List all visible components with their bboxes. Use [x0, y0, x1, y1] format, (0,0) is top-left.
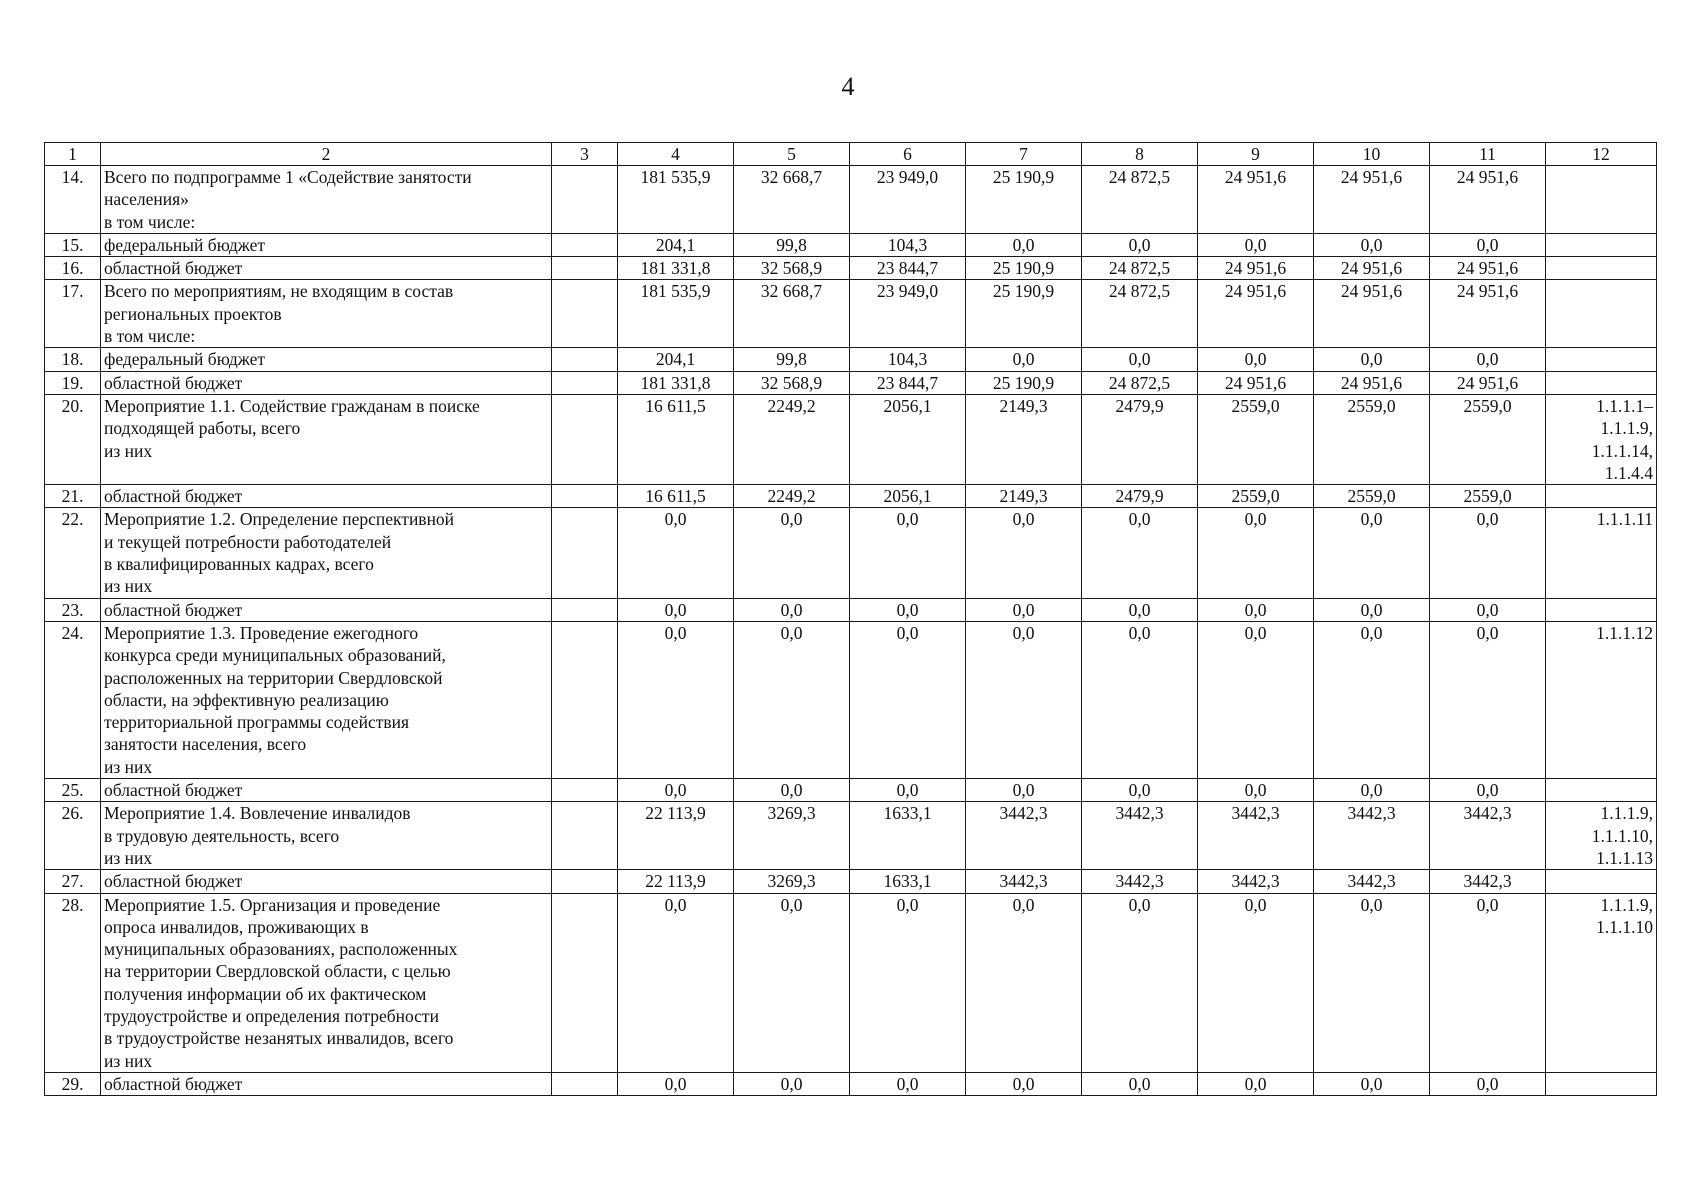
row-name: областной бюджет	[101, 371, 552, 394]
row-value: 2249,2	[734, 394, 850, 484]
row-value: 0,0	[1082, 348, 1198, 371]
row-value: 0,0	[1198, 598, 1314, 621]
row-value: 23 949,0	[850, 280, 966, 348]
row-number: 21.	[45, 485, 101, 508]
row-value: 0,0	[1430, 598, 1546, 621]
row-name: Мероприятие 1.1. Содействие гражданам в поиске подходящей работы, всего из них	[101, 394, 552, 484]
table-row	[45, 280, 1657, 348]
row-value: 24 951,6	[1430, 371, 1546, 394]
row-value: 0,0	[734, 621, 850, 778]
row-value: 3442,3	[966, 802, 1082, 870]
row-number: 17.	[45, 280, 101, 348]
row-value: 24 872,5	[1082, 280, 1198, 348]
row-reference	[1546, 166, 1657, 234]
row-value: 204,1	[618, 348, 734, 371]
row-value: 24 951,6	[1314, 166, 1430, 234]
row-col3	[552, 371, 618, 394]
row-value: 0,0	[1314, 1072, 1430, 1095]
row-value: 0,0	[850, 779, 966, 802]
row-number: 18.	[45, 348, 101, 371]
row-value: 0,0	[966, 893, 1082, 1072]
row-value: 0,0	[1198, 348, 1314, 371]
row-name: Мероприятие 1.3. Проведение ежегодного конкурса среди муниципальных образований, расположенных на территории Свердловской области, на эффективную реализацию территориальной программы содействия занятости населения, всего из них	[101, 621, 552, 778]
row-value: 0,0	[1082, 621, 1198, 778]
row-value: 0,0	[1430, 348, 1546, 371]
row-value: 0,0	[1082, 893, 1198, 1072]
row-value: 32 568,9	[734, 371, 850, 394]
row-number: 27.	[45, 870, 101, 893]
row-value: 2559,0	[1314, 485, 1430, 508]
row-reference	[1546, 280, 1657, 348]
row-value: 24 951,6	[1314, 257, 1430, 280]
row-value: 2149,3	[966, 394, 1082, 484]
row-value: 204,1	[618, 233, 734, 256]
row-reference: 1.1.1.9, 1.1.1.10, 1.1.1.13	[1546, 802, 1657, 870]
row-value: 3442,3	[1430, 802, 1546, 870]
table-row	[45, 485, 1657, 508]
row-value: 25 190,9	[966, 371, 1082, 394]
table-row	[45, 166, 1657, 234]
column-header: 11	[1430, 143, 1546, 166]
row-value: 16 611,5	[618, 485, 734, 508]
row-value: 3442,3	[1430, 870, 1546, 893]
row-value: 23 844,7	[850, 257, 966, 280]
table-row	[45, 233, 1657, 256]
table-row	[45, 779, 1657, 802]
row-value: 0,0	[1314, 348, 1430, 371]
row-value: 0,0	[1198, 233, 1314, 256]
row-col3	[552, 802, 618, 870]
row-number: 25.	[45, 779, 101, 802]
row-value: 0,0	[1082, 508, 1198, 598]
row-value: 0,0	[1314, 779, 1430, 802]
row-value: 25 190,9	[966, 280, 1082, 348]
column-header: 6	[850, 143, 966, 166]
row-value: 0,0	[1314, 233, 1430, 256]
row-value: 32 668,7	[734, 166, 850, 234]
column-header: 7	[966, 143, 1082, 166]
table-row	[45, 348, 1657, 371]
row-name: областной бюджет	[101, 485, 552, 508]
row-value: 23 949,0	[850, 166, 966, 234]
row-reference: 1.1.1.9, 1.1.1.10	[1546, 893, 1657, 1072]
row-value: 24 951,6	[1314, 371, 1430, 394]
row-value: 104,3	[850, 348, 966, 371]
row-value: 0,0	[618, 621, 734, 778]
table-row	[45, 508, 1657, 598]
row-col3	[552, 1072, 618, 1095]
row-value: 0,0	[1314, 893, 1430, 1072]
row-value: 0,0	[1314, 508, 1430, 598]
row-value: 99,8	[734, 233, 850, 256]
row-value: 99,8	[734, 348, 850, 371]
row-number: 23.	[45, 598, 101, 621]
row-value: 2149,3	[966, 485, 1082, 508]
row-value: 0,0	[1082, 779, 1198, 802]
column-header: 9	[1198, 143, 1314, 166]
page-number: 4	[841, 72, 855, 101]
row-value: 0,0	[1198, 779, 1314, 802]
row-value: 24 872,5	[1082, 166, 1198, 234]
row-col3	[552, 893, 618, 1072]
row-reference: 1.1.1.12	[1546, 621, 1657, 778]
row-value: 0,0	[1082, 598, 1198, 621]
row-value: 3442,3	[966, 870, 1082, 893]
row-value: 0,0	[618, 598, 734, 621]
row-name: областной бюджет	[101, 598, 552, 621]
row-col3	[552, 166, 618, 234]
row-value: 0,0	[1430, 233, 1546, 256]
row-value: 1633,1	[850, 870, 966, 893]
row-value: 16 611,5	[618, 394, 734, 484]
row-number: 14.	[45, 166, 101, 234]
row-value: 3442,3	[1198, 870, 1314, 893]
row-number: 16.	[45, 257, 101, 280]
row-value: 32 568,9	[734, 257, 850, 280]
row-value: 181 331,8	[618, 257, 734, 280]
row-name: Всего по мероприятиям, не входящим в состав региональных проектов в том числе:	[101, 280, 552, 348]
row-value: 3442,3	[1082, 870, 1198, 893]
row-value: 2479,9	[1082, 394, 1198, 484]
row-value: 0,0	[850, 621, 966, 778]
row-value: 0,0	[850, 893, 966, 1072]
row-reference	[1546, 1072, 1657, 1095]
row-reference: 1.1.1.1– 1.1.1.9, 1.1.1.14, 1.1.4.4	[1546, 394, 1657, 484]
row-value: 2249,2	[734, 485, 850, 508]
row-number: 15.	[45, 233, 101, 256]
table-row	[45, 257, 1657, 280]
row-value: 0,0	[1430, 893, 1546, 1072]
row-value: 0,0	[1430, 621, 1546, 778]
row-value: 24 951,6	[1314, 280, 1430, 348]
row-value: 3269,3	[734, 870, 850, 893]
row-name: федеральный бюджет	[101, 348, 552, 371]
row-value: 0,0	[850, 1072, 966, 1095]
row-value: 24 951,6	[1430, 166, 1546, 234]
row-value: 3442,3	[1314, 802, 1430, 870]
row-value: 0,0	[966, 598, 1082, 621]
row-name: Мероприятие 1.2. Определение перспективной и текущей потребности работодателей в квалифицированных кадрах, всего из них	[101, 508, 552, 598]
row-col3	[552, 621, 618, 778]
row-value: 0,0	[1198, 621, 1314, 778]
table-row	[45, 371, 1657, 394]
row-value: 2559,0	[1198, 485, 1314, 508]
row-value: 0,0	[966, 508, 1082, 598]
row-number: 26.	[45, 802, 101, 870]
row-col3	[552, 508, 618, 598]
row-value: 0,0	[966, 621, 1082, 778]
column-header: 3	[552, 143, 618, 166]
row-col3	[552, 394, 618, 484]
row-value: 0,0	[1082, 1072, 1198, 1095]
row-value: 0,0	[734, 893, 850, 1072]
row-reference	[1546, 779, 1657, 802]
row-value: 3269,3	[734, 802, 850, 870]
row-value: 3442,3	[1314, 870, 1430, 893]
row-col3	[552, 598, 618, 621]
row-value: 0,0	[850, 598, 966, 621]
row-col3	[552, 348, 618, 371]
row-value: 24 951,6	[1198, 166, 1314, 234]
column-header: 5	[734, 143, 850, 166]
row-value: 0,0	[1314, 598, 1430, 621]
row-value: 22 113,9	[618, 870, 734, 893]
row-value: 25 190,9	[966, 257, 1082, 280]
row-number: 22.	[45, 508, 101, 598]
row-number: 24.	[45, 621, 101, 778]
row-value: 0,0	[966, 348, 1082, 371]
row-value: 22 113,9	[618, 802, 734, 870]
row-number: 29.	[45, 1072, 101, 1095]
row-value: 24 951,6	[1430, 257, 1546, 280]
row-value: 2479,9	[1082, 485, 1198, 508]
row-value: 0,0	[1198, 508, 1314, 598]
row-name: областной бюджет	[101, 257, 552, 280]
column-header: 10	[1314, 143, 1430, 166]
row-col3	[552, 485, 618, 508]
row-value: 2056,1	[850, 485, 966, 508]
row-value: 0,0	[734, 508, 850, 598]
row-reference	[1546, 870, 1657, 893]
row-value: 3442,3	[1082, 802, 1198, 870]
column-header: 4	[618, 143, 734, 166]
column-header: 8	[1082, 143, 1198, 166]
row-reference	[1546, 371, 1657, 394]
row-value: 2559,0	[1198, 394, 1314, 484]
budget-table	[44, 142, 1657, 1096]
row-value: 0,0	[966, 1072, 1082, 1095]
row-value: 32 668,7	[734, 280, 850, 348]
row-reference: 1.1.1.11	[1546, 508, 1657, 598]
row-col3	[552, 233, 618, 256]
table-row	[45, 1072, 1657, 1095]
row-value: 0,0	[1430, 779, 1546, 802]
row-reference	[1546, 598, 1657, 621]
row-value: 0,0	[734, 779, 850, 802]
row-value: 0,0	[618, 893, 734, 1072]
table-row	[45, 621, 1657, 778]
row-value: 2056,1	[850, 394, 966, 484]
row-value: 0,0	[1314, 621, 1430, 778]
row-value: 104,3	[850, 233, 966, 256]
row-col3	[552, 870, 618, 893]
row-number: 20.	[45, 394, 101, 484]
row-name: областной бюджет	[101, 1072, 552, 1095]
row-value: 181 535,9	[618, 166, 734, 234]
row-number: 28.	[45, 893, 101, 1072]
row-value: 24 951,6	[1198, 280, 1314, 348]
row-value: 0,0	[618, 779, 734, 802]
row-name: областной бюджет	[101, 779, 552, 802]
row-value: 0,0	[1198, 893, 1314, 1072]
row-value: 0,0	[1430, 1072, 1546, 1095]
row-value: 24 872,5	[1082, 371, 1198, 394]
row-value: 1633,1	[850, 802, 966, 870]
table-body	[45, 143, 1657, 1096]
row-value: 24 872,5	[1082, 257, 1198, 280]
row-reference	[1546, 257, 1657, 280]
row-value: 0,0	[1430, 508, 1546, 598]
row-value: 0,0	[850, 508, 966, 598]
row-reference	[1546, 233, 1657, 256]
row-value: 0,0	[966, 779, 1082, 802]
column-header: 12	[1546, 143, 1657, 166]
row-reference	[1546, 485, 1657, 508]
column-header: 1	[45, 143, 101, 166]
row-value: 0,0	[1082, 233, 1198, 256]
row-name: областной бюджет	[101, 870, 552, 893]
row-col3	[552, 257, 618, 280]
table-row	[45, 870, 1657, 893]
row-value: 2559,0	[1430, 394, 1546, 484]
row-value: 181 331,8	[618, 371, 734, 394]
row-value: 24 951,6	[1198, 371, 1314, 394]
row-col3	[552, 779, 618, 802]
row-value: 0,0	[966, 233, 1082, 256]
row-value: 0,0	[618, 1072, 734, 1095]
row-col3	[552, 280, 618, 348]
row-name: Мероприятие 1.4. Вовлечение инвалидов в трудовую деятельность, всего из них	[101, 802, 552, 870]
row-value: 25 190,9	[966, 166, 1082, 234]
table-row	[45, 394, 1657, 484]
row-value: 2559,0	[1314, 394, 1430, 484]
row-value: 24 951,6	[1430, 280, 1546, 348]
row-value: 0,0	[734, 1072, 850, 1095]
table-row	[45, 893, 1657, 1072]
row-value: 3442,3	[1198, 802, 1314, 870]
row-value: 0,0	[734, 598, 850, 621]
row-value: 2559,0	[1430, 485, 1546, 508]
row-value: 0,0	[1198, 1072, 1314, 1095]
column-header-row	[45, 143, 1657, 166]
row-value: 181 535,9	[618, 280, 734, 348]
table-row	[45, 802, 1657, 870]
row-name: Всего по подпрограмме 1 «Содействие занятости населения» в том числе:	[101, 166, 552, 234]
row-value: 0,0	[618, 508, 734, 598]
row-value: 23 844,7	[850, 371, 966, 394]
column-header: 2	[101, 143, 552, 166]
row-reference	[1546, 348, 1657, 371]
row-value: 24 951,6	[1198, 257, 1314, 280]
row-name: Мероприятие 1.5. Организация и проведение опроса инвалидов, проживающих в муниципальных образованиях, расположенных на территории Свердловской области, с целью получения информации об их фактическом трудоустройстве и определения потребности в трудоустройстве незанятых инвалидов, всего из них	[101, 893, 552, 1072]
table-row	[45, 598, 1657, 621]
row-name: федеральный бюджет	[101, 233, 552, 256]
row-number: 19.	[45, 371, 101, 394]
